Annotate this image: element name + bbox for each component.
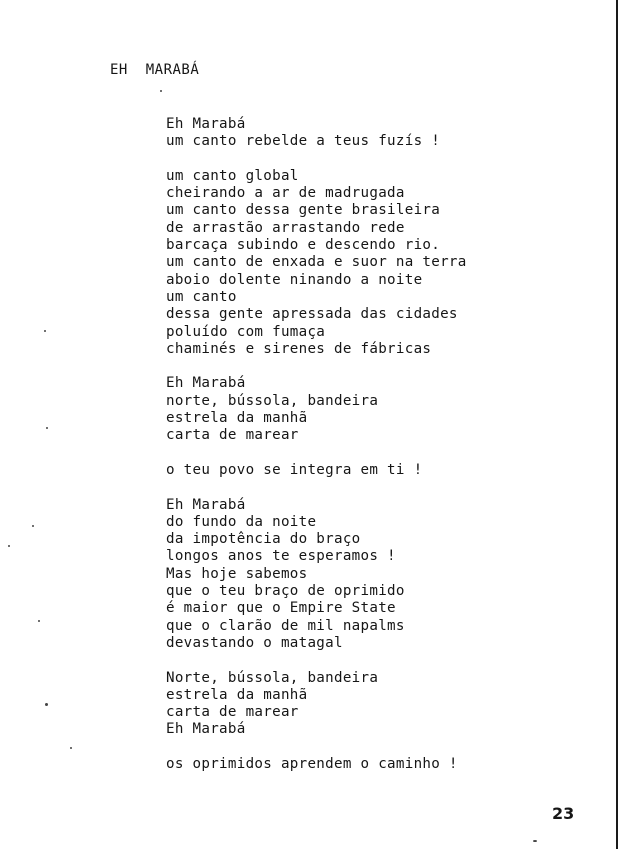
poem-line: chaminés e sirenes de fábricas <box>166 340 432 357</box>
poem-line: barcaça subindo e descendo rio. <box>166 237 441 254</box>
stanza-6 <box>166 670 606 739</box>
scan-speck <box>45 703 48 706</box>
poem-title: EH MARABÁ <box>110 62 200 78</box>
poem-line: da impotência do braço <box>166 531 361 548</box>
poem-line: carta de marear <box>166 427 299 444</box>
poem-line: um canto rebelde a teus fuzís ! <box>166 133 441 150</box>
scan-speck <box>70 747 72 749</box>
poem-line: cheirando a ar de madrugada <box>166 185 405 202</box>
stanza-3 <box>166 375 606 444</box>
poem-line: Eh Marabá <box>166 375 246 392</box>
poem-line: dessa gente apressada das cidades <box>166 306 458 323</box>
poem-line: devastando o matagal <box>166 634 343 651</box>
poem-line: Eh Marabá <box>166 496 246 513</box>
stanza-1 <box>166 116 606 151</box>
scan-speck <box>44 330 46 332</box>
scan-speck <box>533 840 537 842</box>
poem-line: estrela da manhã <box>166 686 308 703</box>
poem-line: longos anos te esperamos ! <box>166 548 396 565</box>
poem-line: de arrastão arrastando rede <box>166 219 405 236</box>
scan-speck <box>160 90 162 92</box>
poem-line: o teu povo se integra em ti ! <box>166 461 423 478</box>
scan-speck <box>38 620 40 622</box>
poem-line: um canto dessa gente brasileira <box>166 202 441 219</box>
poem-line: Mas hoje sabemos <box>166 565 308 582</box>
poem-line: poluído com fumaça <box>166 323 326 340</box>
poem-line: norte, bússola, bandeira <box>166 392 379 409</box>
poem-line: que o clarão de mil napalms <box>166 617 405 634</box>
poem-line: Eh Marabá <box>166 721 246 738</box>
poem-line: um canto global <box>166 167 299 184</box>
page-number: 23 <box>552 804 575 823</box>
poem-line: aboio dolente ninando a noite <box>166 271 423 288</box>
stanza-2 <box>166 168 606 358</box>
stanza-7 <box>166 756 606 773</box>
scan-speck <box>32 525 34 527</box>
poem-line: Eh Marabá <box>166 116 246 132</box>
poem-line: carta de marear <box>166 704 299 721</box>
poem-line: é maior que o Empire State <box>166 600 396 617</box>
poem-line: um canto de enxada e suor na terra <box>166 254 467 271</box>
stanza-4 <box>166 462 606 479</box>
scan-speck <box>46 427 48 429</box>
poem-line: estrela da manhã <box>166 410 308 427</box>
poem-line: do fundo da noite <box>166 513 317 530</box>
poem-line: os oprimidos aprendem o caminho ! <box>166 755 458 772</box>
poem-line: Norte, bússola, bandeira <box>166 669 379 686</box>
scan-speck <box>8 545 10 547</box>
poem-line: um canto <box>166 288 237 305</box>
poem-body <box>166 116 606 791</box>
poem-line: que o teu braço de oprimido <box>166 583 405 600</box>
stanza-5 <box>166 497 606 653</box>
